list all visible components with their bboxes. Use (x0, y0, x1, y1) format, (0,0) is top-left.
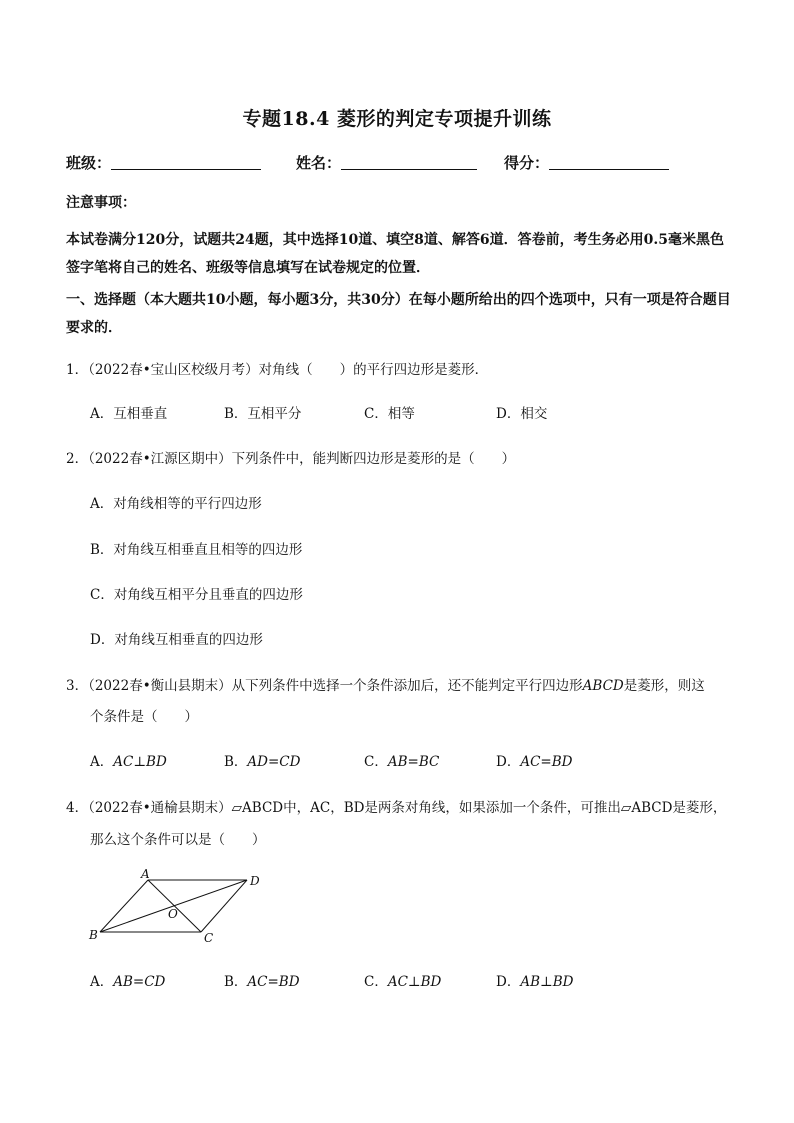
figure-edge-ab (100, 880, 148, 932)
q1-option-c[interactable]: C．相等 (364, 406, 415, 422)
name-blank[interactable] (341, 155, 477, 170)
question-2-stem: 2．（2022春•江源区期中）下列条件中，能判断四边形是菱形的是（ ） (66, 451, 516, 467)
q3-option-a[interactable] (90, 750, 167, 770)
figure-label-a: A (141, 867, 150, 881)
q1-option-d[interactable]: D．相交 (496, 406, 548, 422)
class-blank[interactable] (111, 155, 261, 170)
q3-option-c[interactable] (364, 750, 439, 770)
q3-option-a-expr: AC⊥BD (113, 754, 167, 770)
q4-option-c-label: C． (364, 974, 388, 990)
question-4-stem: 4．（2022春•通榆县期末）▱ABCD中，AC，BD是两条对角线，如果添加一个条件，可推出▱ABCD是菱形， (66, 800, 727, 816)
score-label: 得分： (504, 154, 550, 172)
question-3-stem (66, 674, 705, 694)
q4-option-c-expr: AC⊥BD (387, 974, 442, 990)
q3-option-d-label: D． (496, 754, 521, 770)
q4-option-b[interactable] (224, 970, 300, 990)
q4-option-b-label: B． (224, 974, 248, 990)
q4-option-b-expr: AC=BD (247, 974, 300, 990)
figure-label-b: B (89, 928, 98, 942)
figure-diagonal-bd (100, 880, 247, 932)
q3-stem-var: ABCD (582, 678, 624, 694)
class-field (66, 152, 261, 173)
q4-option-a[interactable] (90, 970, 165, 990)
q2-option-d[interactable]: D．对角线互相垂直的四边形 (90, 632, 263, 648)
q3-stem-prefix: 3．（2022春•衡山县期末）从下列条件中选择一个条件添加后，还不能判定平行四边形 (66, 678, 583, 694)
q1-option-a[interactable]: A．互相垂直 (90, 406, 168, 422)
name-field (296, 152, 477, 173)
q4-option-c[interactable] (364, 970, 441, 990)
page-title: 专题18.4 菱形的判定专项提升训练 (242, 108, 552, 130)
q3-option-b-expr: AD=CD (247, 754, 301, 770)
question-1-stem: 1．（2022春•宝山区校级月考）对角线（ ）的平行四边形是菱形． (66, 362, 489, 378)
notice-body: 本试卷满分120分，试题共24题，其中选择10道、填空8道、解答6道．答卷前，考生务必用0.5毫米黑色签字笔将自己的姓名、班级等信息填写在试卷规定的位置． (66, 232, 725, 276)
q2-option-a[interactable]: A．对角线相等的平行四边形 (90, 496, 262, 512)
score-blank[interactable] (549, 155, 669, 170)
q4-option-d-expr: AB⊥BD (520, 974, 574, 990)
q4-option-d[interactable] (496, 970, 573, 990)
q3-option-a-label: A． (90, 754, 114, 770)
name-label: 姓名： (296, 154, 342, 172)
parallelogram-figure (84, 866, 274, 946)
q1-option-b[interactable]: B．互相平分 (224, 406, 302, 422)
section1-heading: 一、选择题（本大题共10小题，每小题3分，共30分）在每小题所给出的四个选项中，只有一项是符合题目要求的． (66, 292, 731, 336)
q2-option-c[interactable]: C．对角线互相平分且垂直的四边形 (90, 587, 303, 603)
q4-option-a-label: A． (90, 974, 114, 990)
q2-option-b[interactable]: B．对角线互相垂直且相等的四边形 (90, 542, 303, 558)
q3-option-b[interactable] (224, 750, 300, 770)
question-4-stem-line2: 那么这个条件可以是（ ） (90, 832, 266, 848)
figure-label-o: O (168, 907, 178, 921)
question-3-stem-line2: 个条件是（ ） (90, 709, 198, 725)
q3-option-c-expr: AB=BC (387, 754, 440, 770)
q3-option-d-expr: AC=BD (520, 754, 573, 770)
q4-option-a-expr: AB=CD (113, 974, 166, 990)
q4-option-d-label: D． (496, 974, 521, 990)
class-label: 班级： (66, 154, 112, 172)
figure-label-d: D (250, 874, 260, 888)
q3-option-d[interactable] (496, 750, 572, 770)
q3-option-c-label: C． (364, 754, 388, 770)
figure-label-c: C (204, 931, 214, 945)
notice-heading: 注意事项： (66, 195, 136, 211)
q3-option-b-label: B． (224, 754, 248, 770)
q3-stem-suffix: 是菱形，则这 (623, 678, 705, 694)
score-field (504, 152, 669, 173)
